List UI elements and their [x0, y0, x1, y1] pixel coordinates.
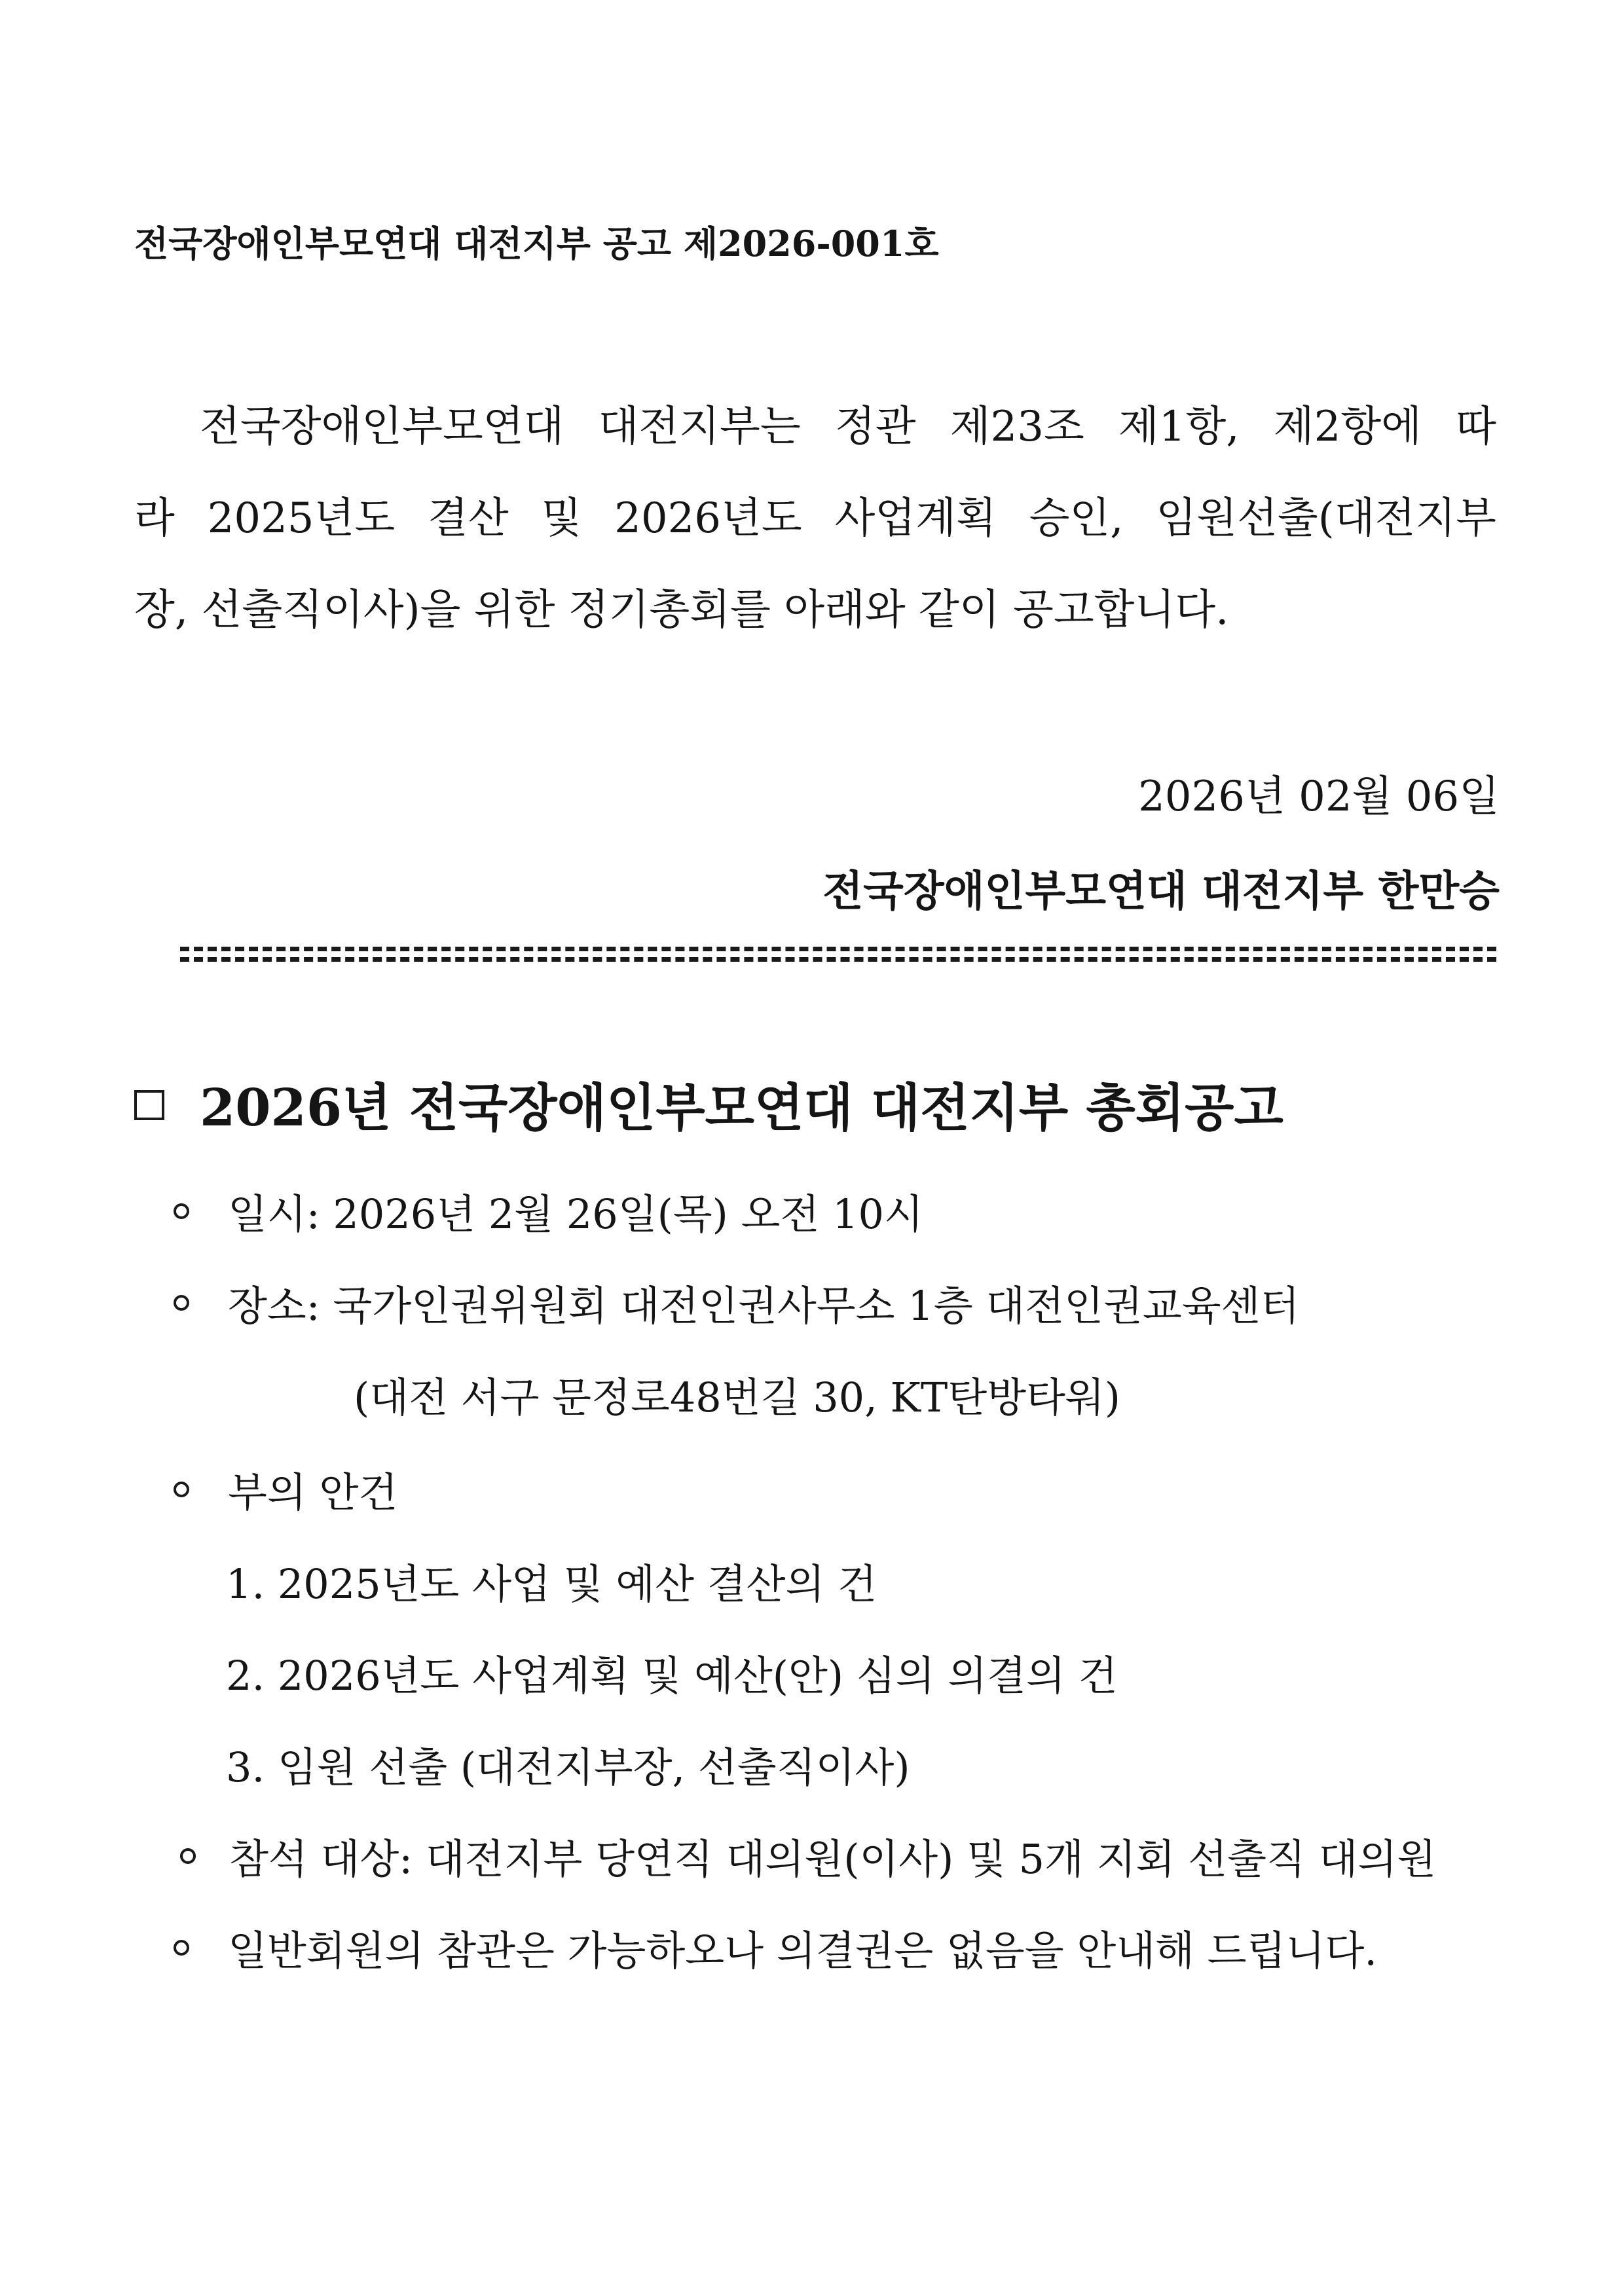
notice-date: 2026년 02월 06일	[1138, 773, 1500, 821]
bullet-circle-icon	[174, 1203, 189, 1219]
double-line-divider	[180, 943, 1496, 968]
section-title: 2026년 전국장애인부모연대 대전지부 총회공고	[200, 1078, 1283, 1138]
bullet-circle-icon	[180, 1848, 196, 1864]
agenda-item: 3. 임원 선출 (대전지부장, 선출직이사)	[226, 1743, 910, 1791]
attendees: 참석 대상: 대전지부 당연직 대의원(이사) 및 5개 지회 선출직 대의원	[229, 1835, 1437, 1883]
bullet-circle-icon	[174, 1482, 189, 1497]
meeting-location: 장소: 국가인권위원회 대전인권사무소 1층 대전인권교육센터	[228, 1282, 1300, 1330]
bullet-circle-icon	[174, 1940, 189, 1956]
agenda-item: 2. 2026년도 사업계획 및 예산(안) 심의 의결의 건	[226, 1652, 1118, 1700]
notice-number: 전국장애인부모연대 대전지부 공고 제2026-001호	[134, 223, 939, 264]
agenda-heading: 부의 안건	[228, 1468, 398, 1516]
signer: 전국장애인부모연대 대전지부 한만승	[822, 867, 1500, 916]
body-paragraph-line-3: 장, 선출직이사)을 위한 정기총회를 아래와 같이 공고합니다.	[134, 586, 1229, 634]
observers-note: 일반회원의 참관은 가능하오나 의결권은 없음을 안내해 드립니다.	[228, 1927, 1378, 1975]
checkbox-square-icon	[134, 1090, 164, 1120]
body-paragraph-line-2: 라 2025년도 결산 및 2026년도 사업계획 승인, 임원선출(대전지부	[134, 494, 1496, 543]
agenda-item: 1. 2025년도 사업 및 예산 결산의 건	[226, 1560, 877, 1608]
body-paragraph-line-1: 전국장애인부모연대 대전지부는 정관 제23조 제1항, 제2항에 따	[200, 403, 1496, 451]
meeting-address: (대전 서구 문정로48번길 30, KT탄방타워)	[354, 1374, 1120, 1421]
meeting-datetime: 일시: 2026년 2월 26일(목) 오전 10시	[228, 1190, 923, 1238]
bullet-circle-icon	[174, 1295, 189, 1311]
